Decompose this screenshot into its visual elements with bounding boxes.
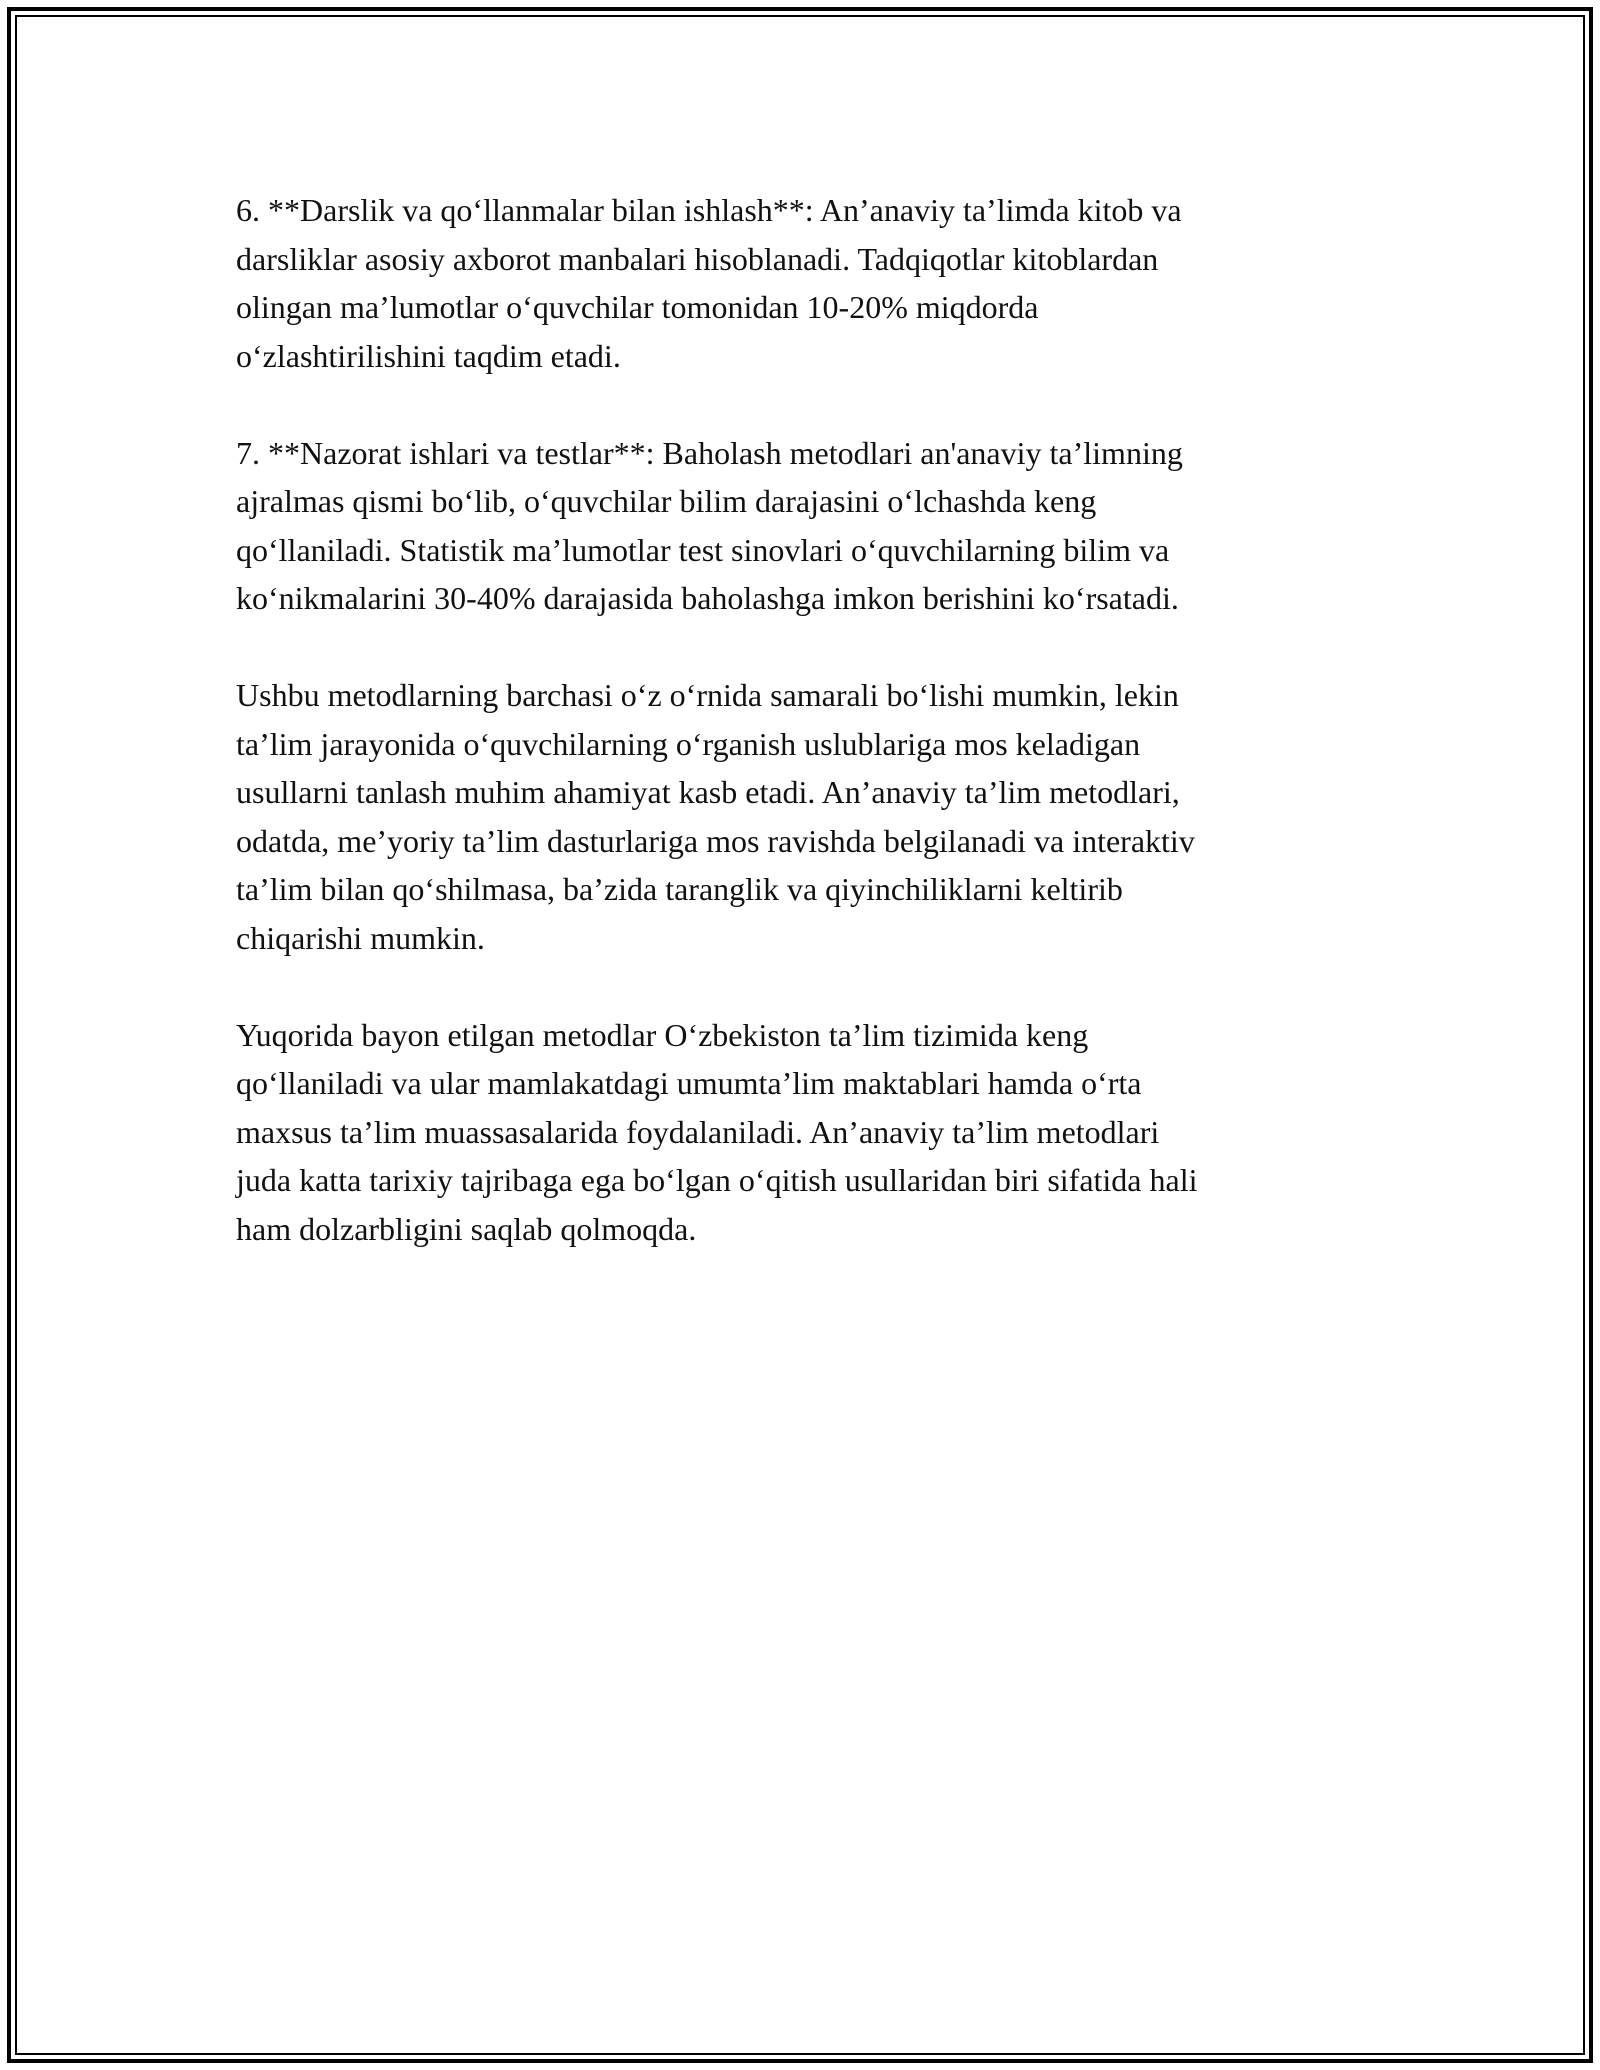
paragraph-conclusion: Yuqorida bayon etilgan metodlar O‘zbekiston ta’lim tizimida keng qo‘llaniladi va ular mamlakatdagi umumta’lim maktablari hamda o‘rta maxsus ta’lim muassasalarida foydalaniladi. An’anaviy ta’lim metodlari juda katta tarixiy tajribaga ega bo‘lgan o‘qitish usullaridan biri sifatida hali ham dolzarbligini saqlab qolmoqda. xyxy=(236,1016,1198,1247)
paragraph-summary: Ushbu metodlarning barchasi o‘z o‘rnida samarali bo‘lishi mumkin, lekin ta’lim jarayonida o‘quvchilarning o‘rganish uslublariga mos keladigan usullarni tanlash muhim ahamiyat kasb etadi. An’anaviy ta’lim metodlari, odatda, me’yoriy ta’lim dasturlariga mos ravishda belgilanadi va interaktiv ta’lim bilan qo‘shilmasa, ba’zida taranglik va qiyinchiliklarni keltirib chiqarishi mumkin. xyxy=(236,677,1195,956)
paragraph-item-6: 6. **Darslik va qo‘llanmalar bilan ishlash**: An’anaviy ta’limda kitob va darsliklar asosiy axborot manbalari hisoblanadi. Tadqiqotlar kitoblardan olingan ma’lumotlar o‘quvchilar tomonidan 10-20% miqdorda o‘zlashtirilishini taqdim etadi. xyxy=(236,192,1182,374)
paragraph-item-7: 7. **Nazorat ishlari va testlar**: Baholash metodlari an'anaviy ta’limning ajralmas qismi bo‘lib, o‘quvchilar bilim darajasini o‘lchashda keng qo‘llaniladi. Statistik ma’lumotlar test sinovlari o‘quvchilarning bilim va ko‘nikmalarini 30-40% darajasida baholashga imkon berishini ko‘rsatadi. xyxy=(236,434,1183,616)
document-body xyxy=(236,186,1346,1302)
